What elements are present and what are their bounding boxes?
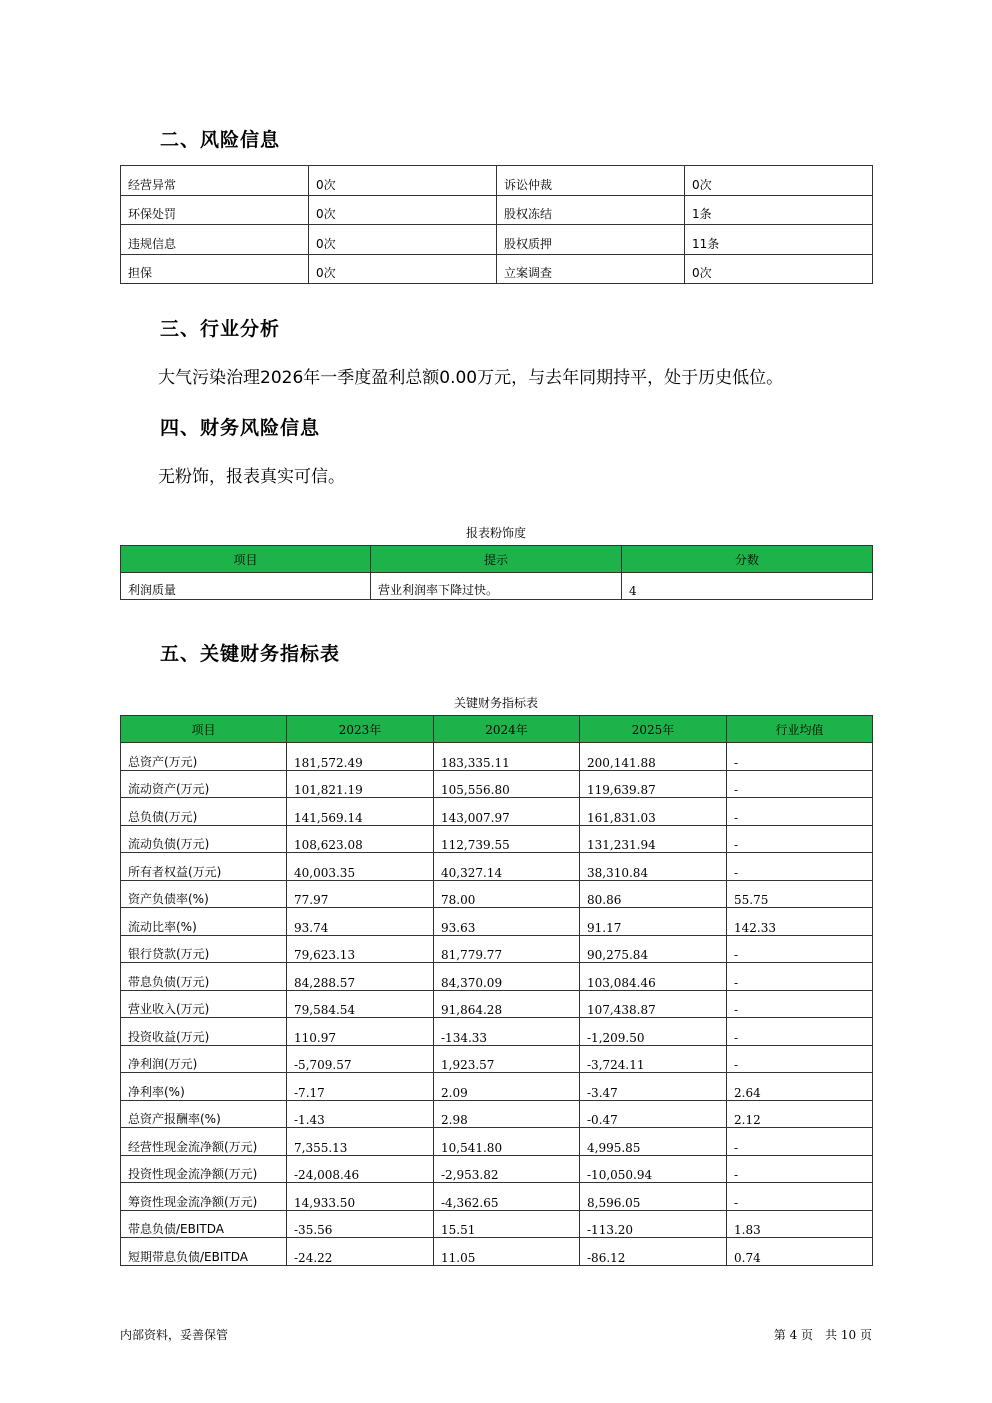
metric-value-cell: 4,995.85	[580, 1128, 727, 1156]
footer-page-indicator	[774, 1326, 872, 1343]
metric-value-cell: -86.12	[580, 1238, 727, 1266]
metric-value-cell: 107,438.87	[580, 990, 727, 1018]
metric-value-cell: 101,821.19	[287, 770, 434, 798]
metric-value-cell: 84,288.57	[287, 963, 434, 991]
metric-name-cell: 所有者权益(万元)	[121, 853, 287, 881]
page-label-prefix: 第	[773, 1328, 786, 1342]
metric-value-cell: -	[727, 1045, 873, 1073]
table-row	[121, 1155, 873, 1183]
metric-value-cell: 15.51	[434, 1210, 580, 1238]
metric-value-cell: -2,953.82	[434, 1155, 580, 1183]
metric-value-cell: 90,275.84	[580, 935, 727, 963]
table-row	[121, 908, 873, 936]
table-row	[121, 825, 873, 853]
table-row	[121, 254, 873, 284]
metric-value-cell: -	[727, 990, 873, 1018]
table-row	[121, 990, 873, 1018]
metric-name-cell: 总资产(万元)	[121, 743, 287, 771]
metric-value-cell: 77.97	[287, 880, 434, 908]
metric-value-cell: -	[727, 1155, 873, 1183]
industry-analysis-text: 大气污染治理2026年一季度盈利总额0.00万元，与去年同期持平，处于历史低位。	[158, 368, 784, 388]
risk-value-cell: 0次	[309, 254, 497, 284]
table-row	[121, 798, 873, 826]
metric-value-cell: 91,864.28	[434, 990, 580, 1018]
metric-value-cell: 38,310.84	[580, 853, 727, 881]
key-financials-caption: 关键财务指标表	[453, 696, 538, 710]
column-header: 2024年	[434, 716, 580, 743]
metric-value-cell: 79,584.54	[287, 990, 434, 1018]
table-row	[121, 573, 873, 600]
metric-value-cell: 1.83	[727, 1210, 873, 1238]
metric-name-cell: 资产负债率(%)	[121, 880, 287, 908]
metric-name-cell: 流动资产(万元)	[121, 770, 287, 798]
metric-name-cell: 净利润(万元)	[121, 1045, 287, 1073]
metric-value-cell: 8,596.05	[580, 1183, 727, 1211]
table-row	[121, 195, 873, 225]
risk-section-title: 二、风险信息	[160, 129, 281, 151]
metric-value-cell: -4,362.65	[434, 1183, 580, 1211]
risk-label-cell: 立案调查	[497, 254, 685, 284]
metric-value-cell: 91.17	[580, 908, 727, 936]
table-row	[121, 853, 873, 881]
metric-name-cell: 流动负债(万元)	[121, 825, 287, 853]
table-row	[121, 743, 873, 771]
metric-value-cell: -5,709.57	[287, 1045, 434, 1073]
table-row	[121, 1128, 873, 1156]
metric-value-cell: 14,933.50	[287, 1183, 434, 1211]
financial-risk-text: 无粉饰，报表真实可信。	[158, 467, 345, 487]
metric-name-cell: 总资产报酬率(%)	[121, 1100, 287, 1128]
table-row	[121, 880, 873, 908]
metric-value-cell: 131,231.94	[580, 825, 727, 853]
page-label-suffix: 页	[859, 1328, 872, 1342]
metric-value-cell: 2.64	[727, 1073, 873, 1101]
table-row	[121, 1210, 873, 1238]
metric-value-cell: 110.97	[287, 1018, 434, 1046]
metric-value-cell: -3.47	[580, 1073, 727, 1101]
metric-name-cell: 带息负债/EBITDA	[121, 1210, 287, 1238]
metric-value-cell: -	[727, 963, 873, 991]
metric-value-cell: 84,370.09	[434, 963, 580, 991]
metric-name-cell: 流动比率(%)	[121, 908, 287, 936]
table-cell: 4	[622, 573, 873, 600]
table-cell: 利润质量	[121, 573, 371, 600]
column-header: 2023年	[287, 716, 434, 743]
metric-value-cell: 40,003.35	[287, 853, 434, 881]
metric-value-cell: -	[727, 1018, 873, 1046]
metric-value-cell: -1.43	[287, 1100, 434, 1128]
metric-name-cell: 筹资性现金流净额(万元)	[121, 1183, 287, 1211]
industry-section-title: 三、行业分析	[160, 318, 281, 340]
column-header: 分数	[622, 546, 873, 573]
metric-value-cell: -0.47	[580, 1100, 727, 1128]
risk-label-cell: 环保处罚	[121, 195, 309, 225]
metric-value-cell: 103,084.46	[580, 963, 727, 991]
metric-name-cell: 总负债(万元)	[121, 798, 287, 826]
column-header: 2025年	[580, 716, 727, 743]
risk-label-cell: 股权冻结	[497, 195, 685, 225]
window-dressing-caption: 报表粉饰度	[465, 526, 526, 540]
metric-value-cell: 112,739.55	[434, 825, 580, 853]
column-header: 行业均值	[727, 716, 873, 743]
column-header: 项目	[121, 546, 371, 573]
risk-value-cell: 0次	[685, 254, 873, 284]
metric-value-cell: 108,623.08	[287, 825, 434, 853]
metric-value-cell: -	[727, 853, 873, 881]
metric-value-cell: 10,541.80	[434, 1128, 580, 1156]
table-row	[121, 935, 873, 963]
risk-label-cell: 股权质押	[497, 225, 685, 255]
table-row	[121, 1045, 873, 1073]
financial-risk-section-title: 四、财务风险信息	[160, 417, 321, 439]
metric-value-cell: 78.00	[434, 880, 580, 908]
metric-value-cell: -	[727, 825, 873, 853]
metric-value-cell: 1,923.57	[434, 1045, 580, 1073]
metric-name-cell: 投资性现金流净额(万元)	[121, 1155, 287, 1183]
metric-value-cell: 93.74	[287, 908, 434, 936]
metric-value-cell: 2.98	[434, 1100, 580, 1128]
table-row	[121, 963, 873, 991]
metric-value-cell: -	[727, 1183, 873, 1211]
table-row	[121, 1018, 873, 1046]
table-cell: 营业利润率下降过快。	[371, 573, 622, 600]
metric-name-cell: 投资收益(万元)	[121, 1018, 287, 1046]
metric-value-cell: 0.74	[727, 1238, 873, 1266]
column-header: 提示	[371, 546, 622, 573]
metric-value-cell: -134.33	[434, 1018, 580, 1046]
risk-label-cell: 诉讼仲裁	[497, 166, 685, 196]
metric-value-cell: 11.05	[434, 1238, 580, 1266]
metric-value-cell: 141,569.14	[287, 798, 434, 826]
risk-label-cell: 担保	[121, 254, 309, 284]
table-row	[121, 166, 873, 196]
metric-value-cell: 79,623.13	[287, 935, 434, 963]
metric-value-cell: -	[727, 743, 873, 771]
metric-value-cell: -	[727, 798, 873, 826]
metric-value-cell: 200,141.88	[580, 743, 727, 771]
risk-label-cell: 违规信息	[121, 225, 309, 255]
metric-value-cell: -7.17	[287, 1073, 434, 1101]
risk-label-cell: 经营异常	[121, 166, 309, 196]
metric-value-cell: -	[727, 1128, 873, 1156]
metric-value-cell: -24,008.46	[287, 1155, 434, 1183]
table-row	[121, 770, 873, 798]
metric-name-cell: 带息负债(万元)	[121, 963, 287, 991]
metric-value-cell: -24.22	[287, 1238, 434, 1266]
metric-value-cell: 161,831.03	[580, 798, 727, 826]
table-row	[121, 1100, 873, 1128]
metric-value-cell: -10,050.94	[580, 1155, 727, 1183]
window-dressing-table	[120, 545, 873, 600]
metric-value-cell: -3,724.11	[580, 1045, 727, 1073]
metric-value-cell: 183,335.11	[434, 743, 580, 771]
metric-value-cell: 80.86	[580, 880, 727, 908]
metric-value-cell: 2.09	[434, 1073, 580, 1101]
metric-name-cell: 经营性现金流净额(万元)	[121, 1128, 287, 1156]
total-pages: 10	[840, 1328, 857, 1342]
metric-value-cell: 55.75	[727, 880, 873, 908]
metric-value-cell: 81,779.77	[434, 935, 580, 963]
metric-value-cell: 105,556.80	[434, 770, 580, 798]
metric-value-cell: 7,355.13	[287, 1128, 434, 1156]
metric-value-cell: 2.12	[727, 1100, 873, 1128]
risk-value-cell: 11条	[685, 225, 873, 255]
risk-value-cell: 0次	[685, 166, 873, 196]
page-number: 4	[789, 1328, 798, 1342]
table-row	[121, 225, 873, 255]
page-label-mid: 页 共	[801, 1328, 838, 1342]
risk-table	[120, 165, 873, 284]
key-financials-section-title: 五、关键财务指标表	[160, 643, 341, 665]
metric-value-cell: 119,639.87	[580, 770, 727, 798]
risk-value-cell: 0次	[309, 225, 497, 255]
metric-value-cell: 40,327.14	[434, 853, 580, 881]
metric-value-cell: -	[727, 770, 873, 798]
column-header: 项目	[121, 716, 287, 743]
table-row	[121, 1073, 873, 1101]
metric-value-cell: -1,209.50	[580, 1018, 727, 1046]
risk-value-cell: 1条	[685, 195, 873, 225]
metric-value-cell: 181,572.49	[287, 743, 434, 771]
metric-name-cell: 营业收入(万元)	[121, 990, 287, 1018]
metric-name-cell: 银行贷款(万元)	[121, 935, 287, 963]
metric-value-cell: -35.56	[287, 1210, 434, 1238]
risk-value-cell: 0次	[309, 195, 497, 225]
metric-name-cell: 短期带息负债/EBITDA	[121, 1238, 287, 1266]
table-row	[121, 1238, 873, 1266]
metric-value-cell: 143,007.97	[434, 798, 580, 826]
key-financials-table	[120, 715, 873, 1266]
footer-confidential-note: 内部资料，妥善保管	[120, 1328, 229, 1342]
metric-value-cell: 93.63	[434, 908, 580, 936]
table-row	[121, 1183, 873, 1211]
metric-value-cell: 142.33	[727, 908, 873, 936]
metric-value-cell: -	[727, 935, 873, 963]
metric-value-cell: -113.20	[580, 1210, 727, 1238]
metric-name-cell: 净利率(%)	[121, 1073, 287, 1101]
risk-value-cell: 0次	[309, 166, 497, 196]
